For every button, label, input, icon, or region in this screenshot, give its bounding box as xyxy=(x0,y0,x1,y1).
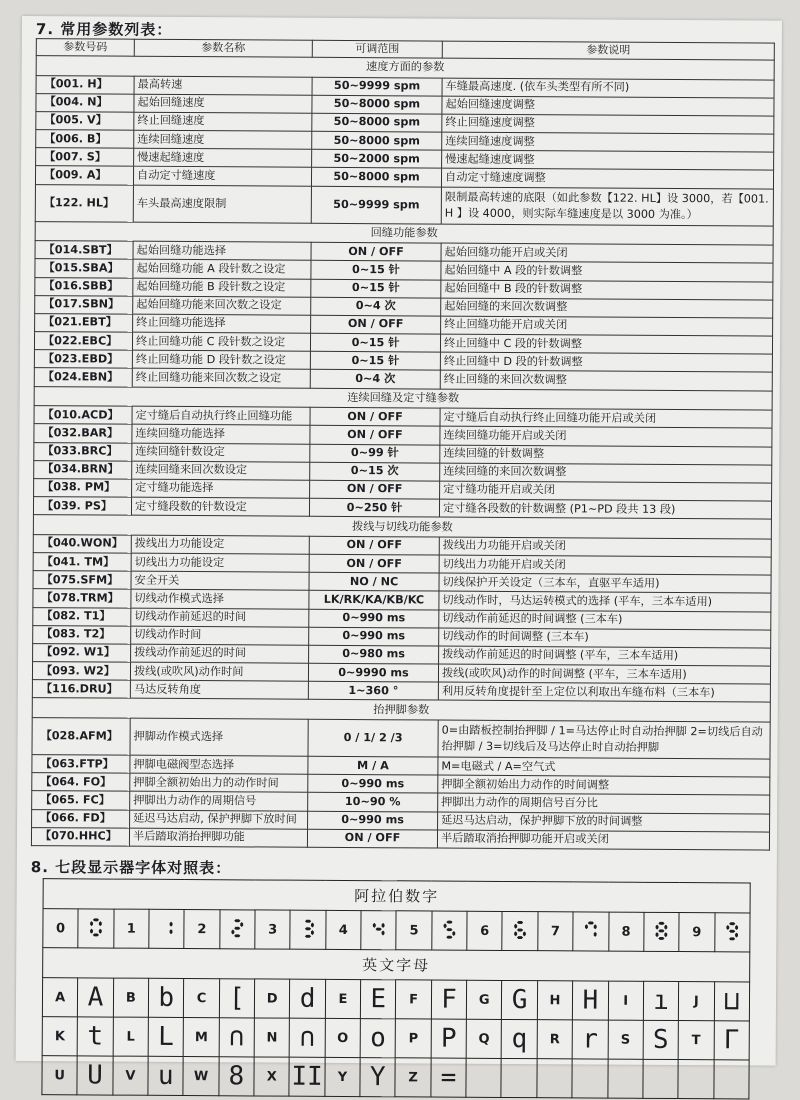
param-desc: 起始回缝的来回次数调整 xyxy=(441,298,773,318)
seg-char: I xyxy=(608,981,644,1020)
param-code: 【075.SFM】 xyxy=(33,571,131,590)
seg-glyph: 🯲 xyxy=(220,910,256,949)
seg-row xyxy=(43,909,750,952)
seg-glyph: ı xyxy=(643,981,679,1020)
table-row xyxy=(32,718,770,760)
seg-char: 7 xyxy=(538,912,574,951)
param-name: 起始回缝速度 xyxy=(134,94,312,113)
seg-glyph: 🯸 xyxy=(644,912,680,951)
seg-glyph: G xyxy=(502,980,538,1019)
param-desc: 连续回缝功能开启或关闭 xyxy=(440,426,772,446)
param-name: 车头最高速度限制 xyxy=(133,185,311,223)
seg-glyph: S xyxy=(643,1020,679,1059)
param-desc: 0=由踏板控制抬押脚 / 1=马达停止时自动抬押脚 2=切线后自动抬押脚 / 3=切线后及马达停止时自动抬押脚 xyxy=(438,720,770,759)
seg-char: B xyxy=(113,978,149,1017)
param-range: 50~8000 spm xyxy=(312,113,442,132)
param-code: 【009. A】 xyxy=(35,166,133,185)
param-desc: M=电磁式 / A=空气式 xyxy=(438,757,770,777)
param-range: 0~250 针 xyxy=(309,498,439,517)
param-desc: 终止回缝速度调整 xyxy=(442,114,774,134)
seg-row xyxy=(42,1056,749,1099)
param-range: ON / OFF xyxy=(311,315,441,334)
param-desc: 连续回缝的针数调整 xyxy=(440,445,772,465)
param-name: 定寸缝功能选择 xyxy=(132,479,310,498)
param-desc: 定寸缝功能开启或关闭 xyxy=(440,481,772,501)
param-range: ON / OFF xyxy=(310,426,440,445)
param-desc: 押脚全额初始出力动作的时间调整 xyxy=(438,775,770,795)
param-code: 【015.SBA】 xyxy=(35,259,133,278)
param-range: LK/RK/KA/KB/KC xyxy=(309,591,439,610)
param-name: 终止回缝功能来回次数之设定 xyxy=(132,369,310,388)
param-range: M / A xyxy=(308,756,438,775)
seg-char: K xyxy=(42,1017,78,1056)
seg-glyph: 🯱 xyxy=(149,909,185,948)
param-desc: 限制最高转速的底限（如此参数【122. HL】设 3000，若【001. H 】设 4000，则实际车缝速度是以 3000 为准。） xyxy=(441,187,773,226)
seg-char: E xyxy=(325,979,361,1018)
seg-empty xyxy=(537,1059,573,1098)
seg-glyph: H xyxy=(573,981,609,1020)
seg-empty xyxy=(607,1059,643,1098)
seg-char: A xyxy=(42,978,78,1017)
seg-char: Q xyxy=(466,1019,502,1058)
seg-char: S xyxy=(608,1020,644,1059)
param-desc: 起始回缝速度调整 xyxy=(442,96,774,116)
param-code: 【078.TRM】 xyxy=(33,589,131,608)
param-range: 0~15 针 xyxy=(310,352,440,371)
param-code: 【024.EBN】 xyxy=(34,368,132,387)
param-name: 终止回缝功能选择 xyxy=(133,314,311,333)
seg-glyph: Y xyxy=(360,1058,396,1097)
param-desc: 终止回缝中 C 段的针数调整 xyxy=(440,334,772,354)
seven-segment-table-body xyxy=(42,879,750,1099)
seg-char: 3 xyxy=(255,910,291,949)
seg-char: 4 xyxy=(326,910,362,949)
param-range: 0~990 ms xyxy=(308,811,438,830)
numbers-title-row xyxy=(43,879,750,913)
param-code: 【021.EBT】 xyxy=(35,313,133,332)
param-name: 拨线(或吹风)动作时间 xyxy=(130,662,308,681)
seg-glyph: 🯳 xyxy=(290,910,326,949)
param-name: 起始回缝功能来回次数之设定 xyxy=(133,296,311,315)
param-code: 【122. HL】 xyxy=(35,184,133,222)
param-name: 慢速起缝速度 xyxy=(134,148,312,167)
param-desc: 连续回缝速度调整 xyxy=(442,132,774,152)
seg-glyph: ∩ xyxy=(290,1018,326,1057)
param-name: 延迟马达启动, 保护押脚下放时间 xyxy=(130,810,308,829)
seg-glyph: 🯴 xyxy=(361,911,397,950)
seg-glyph: Γ xyxy=(714,1021,750,1060)
param-name: 终止回缝功能 C 段针数之设定 xyxy=(132,332,310,351)
seg-char: L xyxy=(113,1017,149,1056)
param-code: 【017.SBN】 xyxy=(35,295,133,314)
param-desc: 终止回缝中 D 段的针数调整 xyxy=(440,352,772,372)
param-range: 0~15 针 xyxy=(310,333,440,352)
seg-empty xyxy=(713,1060,749,1099)
header-code: 参数号码 xyxy=(36,39,134,57)
param-range: ON / OFF xyxy=(309,536,439,555)
param-desc: 起始回缝功能开启或关闭 xyxy=(441,243,773,263)
seg-row xyxy=(42,1017,749,1060)
param-name: 押脚出力动作的周期信号 xyxy=(130,791,308,810)
param-range: ON / OFF xyxy=(311,242,441,261)
param-range: 0~15 针 xyxy=(311,279,441,298)
manual-page xyxy=(16,16,782,1093)
param-range: 0~4 次 xyxy=(310,370,440,389)
param-desc: 切线动作的时间调整 (三本车) xyxy=(439,628,771,648)
numbers-title: 阿拉伯数字 xyxy=(43,879,750,913)
seg-empty xyxy=(643,1059,679,1098)
param-range: ON / OFF xyxy=(310,407,440,426)
param-desc: 利用反转角度提针至上定位以利取出车缝布料（三本车) xyxy=(438,682,770,702)
letters-title: 英文字母 xyxy=(43,948,750,982)
param-range: ON / OFF xyxy=(309,554,439,573)
header-desc: 参数说明 xyxy=(442,41,774,60)
param-range: 0~990 ms xyxy=(309,609,439,628)
seg-glyph: 🯷 xyxy=(573,912,609,951)
param-range: ON / OFF xyxy=(310,480,440,499)
param-range: 0 / 1/ 2 /3 xyxy=(308,719,438,757)
param-code: 【041. TM】 xyxy=(33,553,131,572)
seg-glyph: A xyxy=(78,978,114,1017)
param-name: 定寸缝段数的针数设定 xyxy=(131,497,309,516)
group-title: 速度方面的参数 xyxy=(36,56,774,80)
param-code: 【032.BAR】 xyxy=(34,424,132,443)
param-name: 马达反转角度 xyxy=(130,680,308,699)
seg-glyph: b xyxy=(148,978,184,1017)
param-range: 50~8000 spm xyxy=(311,168,441,187)
param-code: 【065. FC】 xyxy=(32,791,130,810)
param-code: 【066. FD】 xyxy=(32,809,130,828)
group-title: 抬押脚参数 xyxy=(32,698,770,722)
seven-segment-table xyxy=(41,878,750,1099)
param-code: 【001. H】 xyxy=(36,75,134,94)
param-name: 押脚动作模式选择 xyxy=(130,718,308,756)
param-code: 【093. W2】 xyxy=(32,662,130,681)
seg-glyph: ⊔ xyxy=(714,982,750,1021)
param-name: 连续回缝来回次数设定 xyxy=(132,461,310,480)
param-code: 【033.BRC】 xyxy=(34,442,132,461)
seg-char: N xyxy=(254,1018,290,1057)
seg-char: 0 xyxy=(43,909,79,948)
param-desc: 拨线(或吹风)动作的时间调整 (平车，三本车适用) xyxy=(438,664,770,684)
param-name: 连续回缝针数设定 xyxy=(132,443,310,462)
group-title: 连续回缝及定寸缝参数 xyxy=(34,386,772,410)
seg-char: D xyxy=(254,979,290,1018)
param-desc: 自动定寸缝速度调整 xyxy=(441,169,773,189)
seg-empty xyxy=(572,1059,608,1098)
seg-char: P xyxy=(396,1019,432,1058)
param-name: 拨线出力功能设定 xyxy=(131,535,309,554)
seg-glyph: q xyxy=(502,1019,538,1058)
param-code: 【004. N】 xyxy=(36,93,134,112)
param-name: 拨线动作前延迟的时间 xyxy=(131,644,309,663)
param-desc: 终止回缝的来回次数调整 xyxy=(440,370,772,390)
seg-char: 1 xyxy=(113,909,149,948)
param-name: 半后踏取消抬押脚功能 xyxy=(129,828,307,847)
param-name: 最高转速 xyxy=(134,76,312,95)
param-desc: 定寸缝后自动执行终止回缝功能开启或关闭 xyxy=(440,408,772,428)
param-name: 切线动作前延迟的时间 xyxy=(131,608,309,627)
seg-glyph: [ xyxy=(219,979,255,1018)
param-name: 切线动作模式选择 xyxy=(131,589,309,608)
param-range: 0~980 ms xyxy=(309,645,439,664)
seg-glyph: 8 xyxy=(219,1057,255,1096)
seg-glyph: P xyxy=(431,1019,467,1058)
seg-char: F xyxy=(396,980,432,1019)
seg-empty xyxy=(501,1058,537,1097)
param-range: ON / OFF xyxy=(307,829,437,848)
seg-char: Z xyxy=(395,1058,431,1097)
param-desc: 切线动作前延迟的时间调整 (三本车) xyxy=(439,610,771,630)
param-code: 【070.HHC】 xyxy=(31,827,129,846)
seg-glyph: 🯶 xyxy=(502,911,538,950)
seg-char: 5 xyxy=(396,911,432,950)
param-desc: 押脚出力动作的周期信号百分比 xyxy=(438,793,770,813)
seg-char: V xyxy=(113,1056,149,1095)
param-range: 50~9999 spm xyxy=(312,77,442,96)
seg-glyph: U xyxy=(77,1056,113,1095)
seg-glyph: II xyxy=(289,1057,325,1096)
param-desc: 切线动作时，马达运转模式的选择 (平车，三本车适用) xyxy=(439,591,771,611)
param-desc: 车缝最高速度. (依车头类型有所不同) xyxy=(442,78,774,98)
param-name: 起始回缝功能 A 段针数之设定 xyxy=(133,259,311,278)
seg-char: Y xyxy=(325,1057,361,1096)
seg-char: 8 xyxy=(608,912,644,951)
param-desc: 延迟马达启动，保护押脚下放的时间调整 xyxy=(438,812,770,832)
seg-glyph: u xyxy=(148,1056,184,1095)
group-title: 回缝功能参数 xyxy=(35,221,773,245)
param-code: 【022.EBC】 xyxy=(34,332,132,351)
param-code: 【083. T2】 xyxy=(33,625,131,644)
seg-char: X xyxy=(254,1057,290,1096)
param-range: 0~4 次 xyxy=(311,297,441,316)
seg-char: 6 xyxy=(467,911,503,950)
seg-char: O xyxy=(325,1018,361,1057)
seg-glyph: L xyxy=(148,1017,184,1056)
seg-glyph: 🯹 xyxy=(714,913,750,952)
param-name: 终止回缝速度 xyxy=(134,112,312,131)
seg-glyph: r xyxy=(572,1020,608,1059)
param-name: 终止回缝功能 D 段针数之设定 xyxy=(132,350,310,369)
param-desc: 半后踏取消抬押脚功能开启或关闭 xyxy=(437,830,769,850)
param-range: 50~8000 spm xyxy=(312,131,442,150)
seg-glyph: t xyxy=(77,1017,113,1056)
seg-char: J xyxy=(679,982,715,1021)
param-code: 【005. V】 xyxy=(36,111,134,130)
seg-char: 9 xyxy=(679,913,715,952)
section7-title: 7. 常用参数列表： xyxy=(35,20,173,39)
param-code: 【116.DRU】 xyxy=(32,680,130,699)
param-range: 0~990 ms xyxy=(309,627,439,646)
param-name: 连续回缝功能选择 xyxy=(132,424,310,443)
param-desc: 拨线动作前延迟的时间调整 (平车，三本车适用) xyxy=(439,646,771,666)
seg-char: M xyxy=(184,1018,220,1057)
header-range: 可调范围 xyxy=(312,40,442,58)
seg-char: W xyxy=(183,1057,219,1096)
param-name: 切线动作时间 xyxy=(131,626,309,645)
seg-glyph: ∩ xyxy=(219,1018,255,1057)
seg-char: U xyxy=(42,1056,78,1095)
param-desc: 终止回缝功能开启或关闭 xyxy=(441,316,773,336)
param-name: 定寸缝后自动执行终止回缝功能 xyxy=(132,406,310,425)
seg-glyph: o xyxy=(360,1019,396,1058)
param-code: 【023.EBD】 xyxy=(34,350,132,369)
seg-row xyxy=(42,978,749,1021)
seg-char: T xyxy=(678,1021,714,1060)
param-desc: 慢速起缝速度调整 xyxy=(442,150,774,170)
param-code: 【064. FO】 xyxy=(32,773,130,792)
param-name: 起始回缝功能 B 段针数之设定 xyxy=(133,278,311,297)
header-name: 参数名称 xyxy=(134,39,312,57)
seg-char: R xyxy=(537,1020,573,1059)
table-row xyxy=(35,184,773,226)
param-desc: 切线出力功能开启或关闭 xyxy=(439,555,771,575)
table-row xyxy=(31,827,769,850)
seg-glyph: F xyxy=(431,980,467,1019)
param-range: 0~990 ms xyxy=(308,774,438,793)
param-code: 【028.AFM】 xyxy=(32,718,130,756)
param-code: 【007. S】 xyxy=(36,148,134,167)
letters-title-row xyxy=(43,948,750,982)
param-code: 【038. PM】 xyxy=(34,478,132,497)
param-code: 【034.BRN】 xyxy=(34,460,132,479)
param-code: 【016.SBB】 xyxy=(35,277,133,296)
param-range: 0~9990 ms xyxy=(308,663,438,682)
param-desc: 定寸缝各段数的针数调整 (P1~PD 段共 13 段) xyxy=(439,499,771,519)
param-name: 自动定寸缝速度 xyxy=(133,167,311,186)
seg-glyph: 🯰 xyxy=(78,909,114,948)
seg-glyph: E xyxy=(360,980,396,1019)
param-name: 押脚全额初始出力的动作时间 xyxy=(130,773,308,792)
param-name: 押脚电磁阀型态选择 xyxy=(130,755,308,774)
param-range: 0~15 次 xyxy=(310,462,440,481)
param-range: 50~8000 spm xyxy=(312,95,442,114)
param-name: 连续回缝速度 xyxy=(134,130,312,149)
param-code: 【082. T1】 xyxy=(33,607,131,626)
seg-char: H xyxy=(537,981,573,1020)
param-range: 0~99 针 xyxy=(310,444,440,463)
param-name: 切线出力功能设定 xyxy=(131,553,309,572)
seg-char: G xyxy=(467,980,503,1019)
param-code: 【092. W1】 xyxy=(33,643,131,662)
param-code: 【010.ACD】 xyxy=(34,406,132,425)
param-code: 【040.WON】 xyxy=(33,534,131,553)
group-title: 拨线与切线功能参数 xyxy=(33,515,771,539)
seg-empty xyxy=(678,1060,714,1099)
seg-glyph: 🯵 xyxy=(432,911,468,950)
param-range: 50~2000 spm xyxy=(312,150,442,169)
param-code: 【006. B】 xyxy=(36,130,134,149)
seg-char: C xyxy=(184,979,220,1018)
seg-glyph: d xyxy=(290,979,326,1018)
param-code: 【014.SBT】 xyxy=(35,241,133,260)
param-code: 【063.FTP】 xyxy=(32,755,130,774)
seg-glyph: = xyxy=(431,1058,467,1097)
seg-char: 2 xyxy=(184,910,220,949)
param-desc: 拨线出力功能开启或关闭 xyxy=(439,537,771,557)
param-name: 安全开关 xyxy=(131,571,309,590)
param-code: 【039. PS】 xyxy=(33,497,131,516)
param-range: 0~15 针 xyxy=(311,261,441,280)
section8-title: 8. 七段显示器字体对照表： xyxy=(30,858,232,878)
param-range: NO / NC xyxy=(309,572,439,591)
param-range: 50~9999 spm xyxy=(311,186,441,224)
parameter-table xyxy=(31,38,775,850)
param-desc: 切线保护开关设定（三本车，直驱平车适用) xyxy=(439,573,771,593)
param-range: 10~90 % xyxy=(308,793,438,812)
parameter-table-body xyxy=(31,56,774,850)
seg-empty xyxy=(466,1058,502,1097)
param-range: 1~360 ° xyxy=(308,682,438,701)
param-desc: 连续回缝的来回次数调整 xyxy=(440,463,772,483)
param-desc: 起始回缝中 B 段的针数调整 xyxy=(441,280,773,300)
param-desc: 起始回缝中 A 段的针数调整 xyxy=(441,261,773,281)
param-name: 起始回缝功能选择 xyxy=(133,241,311,260)
